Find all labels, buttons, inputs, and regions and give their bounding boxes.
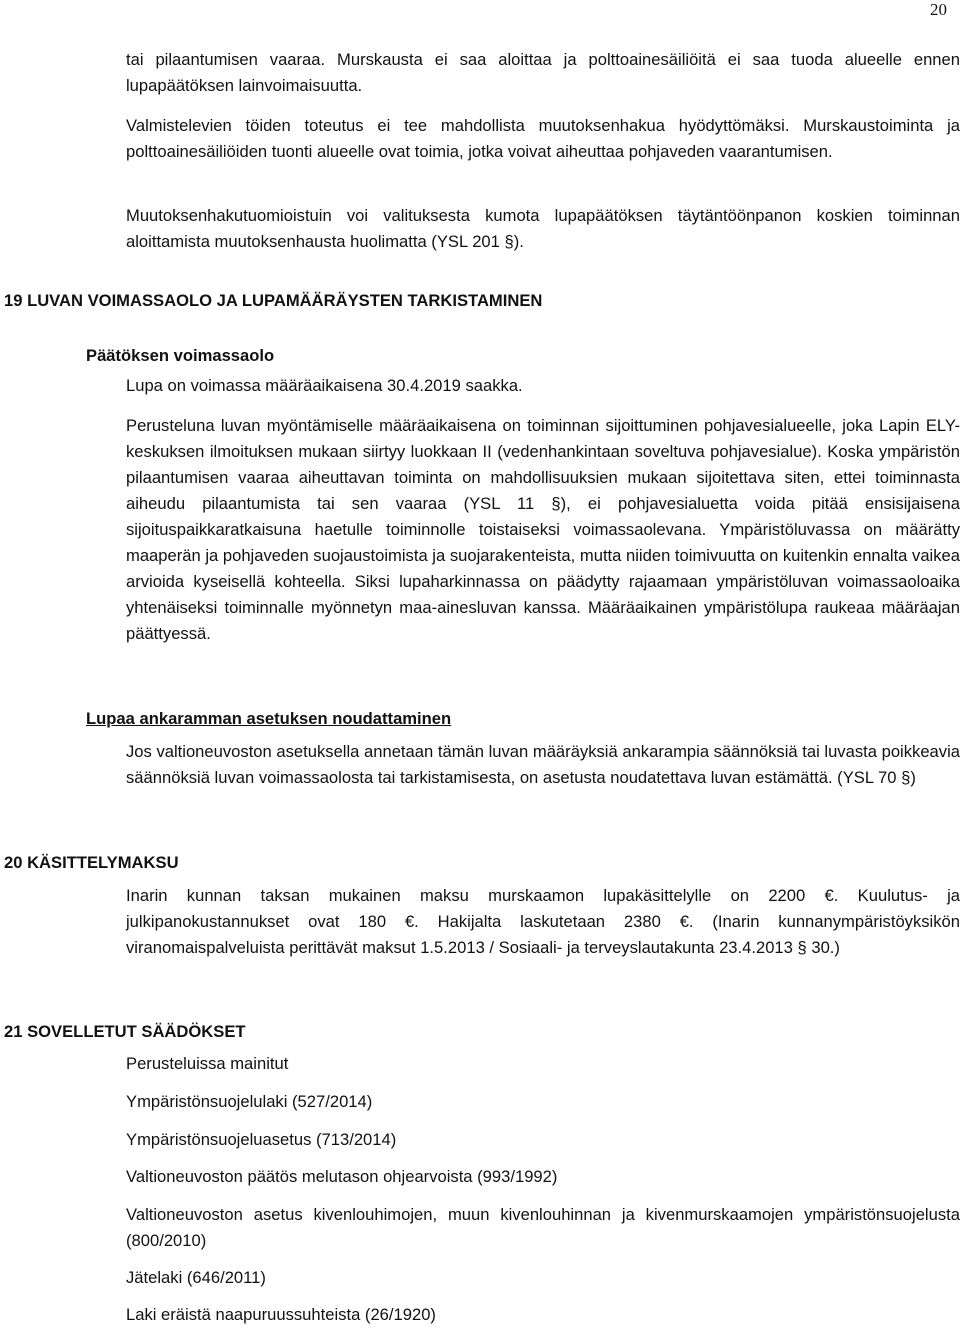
statute-item: Ympäristönsuojelulaki (527/2014)	[126, 1092, 373, 1111]
paragraph-processing-fee: Inarin kunnan taksan mukainen maksu murskaamon lupakäsittelylle on 2200 €. Kuulutus- ja julkipanokustannukset ovat 180 €. Hakijalta laskutetaan 2380 €. (Inarin kunnanympäristöyksikön viranomaispalveluista perittävät maksut 1.5.2013 / Sosiaali- ja terveyslautakunta 23.4.2013 § 30.)	[126, 886, 960, 957]
paragraph-stricter-regulation: Jos valtioneuvoston asetuksella annetaan tämän luvan määräyksiä ankarampia säännöksiä tai luvasta poikkeavia säännöksiä luvan voimassaolosta tai tarkistamisesta, on asetusta noudatettava luvan estämättä. (YSL 70 §)	[126, 742, 960, 787]
section-heading-19: 19 LUVAN VOIMASSAOLO JA LUPAMÄÄRÄYSTEN TARKISTAMINEN	[4, 291, 543, 310]
statute-item: Perusteluissa mainitut	[126, 1054, 289, 1073]
paragraph-validity-justification: Perusteluna luvan myöntämiselle määräaikaisena on toiminnan sijoittuminen pohjavesialueelle, joka Lapin ELY-keskuksen ilmoituksen mukaan siirtyy luokkaan II (vedenhankintaan soveltuva pohjavesialue). Koska ympäristön pilaantumisen vaaraa aiheuttavan toiminta on mahdollisuuksien mukaan sijoitettava siten, ettei toiminnasta aiheudu pilaantumista tai sen vaaraa (YSL 11 §), ei pohjavesialuetta voida pitää ensisijaisena sijoituspaikkaratkaisuna haetulle toiminnolle toistaiseksi voimassaolevana. Ympäristöluvassa on määrätty maaperän ja pohjaveden suojaustoimista ja suojarakenteista, mutta niiden toimivuutta on kuitenkin ennalta vaikea arvioida kyseisellä kohteella. Siksi lupaharkinnassa on päädytty rajaamaan ympäristöluvan voimassaoloaika yhtenäiseksi toiminnalle myönnetyn maa-ainesluvan kanssa. Määräaikainen ympäristölupa raukeaa määräajan päättyessä.	[126, 416, 960, 643]
paragraph-validity-date: Lupa on voimassa määräaikaisena 30.4.2019 saakka.	[126, 376, 523, 395]
statute-item: Valtioneuvoston asetus kivenlouhimojen, muun kivenlouhinnan ja kivenmurskaamojen ympäristönsuojelusta (800/2010)	[126, 1205, 960, 1250]
page-number: 20	[930, 0, 947, 19]
statute-item: Jätelaki (646/2011)	[126, 1268, 266, 1287]
subheading-decision-validity: Päätöksen voimassaolo	[86, 346, 275, 365]
paragraph-startup-restriction: tai pilaantumisen vaaraa. Murskausta ei saa aloittaa ja polttoainesäiliöitä ei saa tuoda alueelle ennen lupapäätöksen lainvoimaisuutta.	[126, 50, 960, 95]
section-heading-20: 20 KÄSITTELYMAKSU	[4, 853, 179, 872]
subheading-stricter-regulation: Lupaa ankaramman asetuksen noudattaminen	[86, 709, 452, 728]
paragraph-preparatory-works: Valmistelevien töiden toteutus ei tee mahdollista muutoksenhakua hyödyttömäksi. Murskaustoiminta ja polttoainesäiliöiden tuonti alueelle ovat toimia, jotka voivat aiheuttaa pohjaveden vaarantumisen.	[126, 116, 960, 161]
paragraph-appeal-court: Muutoksenhakutuomioistuin voi valituksesta kumota lupapäätöksen täytäntöönpanon koskien toiminnan aloittamista muutoksenhausta huolimatta (YSL 201 §).	[126, 206, 960, 251]
section-heading-21: 21 SOVELLETUT SÄÄDÖKSET	[4, 1022, 246, 1041]
statute-item: Ympäristönsuojeluasetus (713/2014)	[126, 1130, 397, 1149]
statute-item: Laki eräistä naapuruussuhteista (26/1920)	[126, 1305, 436, 1324]
statute-item: Valtioneuvoston päätös melutason ohjearvoista (993/1992)	[126, 1167, 558, 1186]
